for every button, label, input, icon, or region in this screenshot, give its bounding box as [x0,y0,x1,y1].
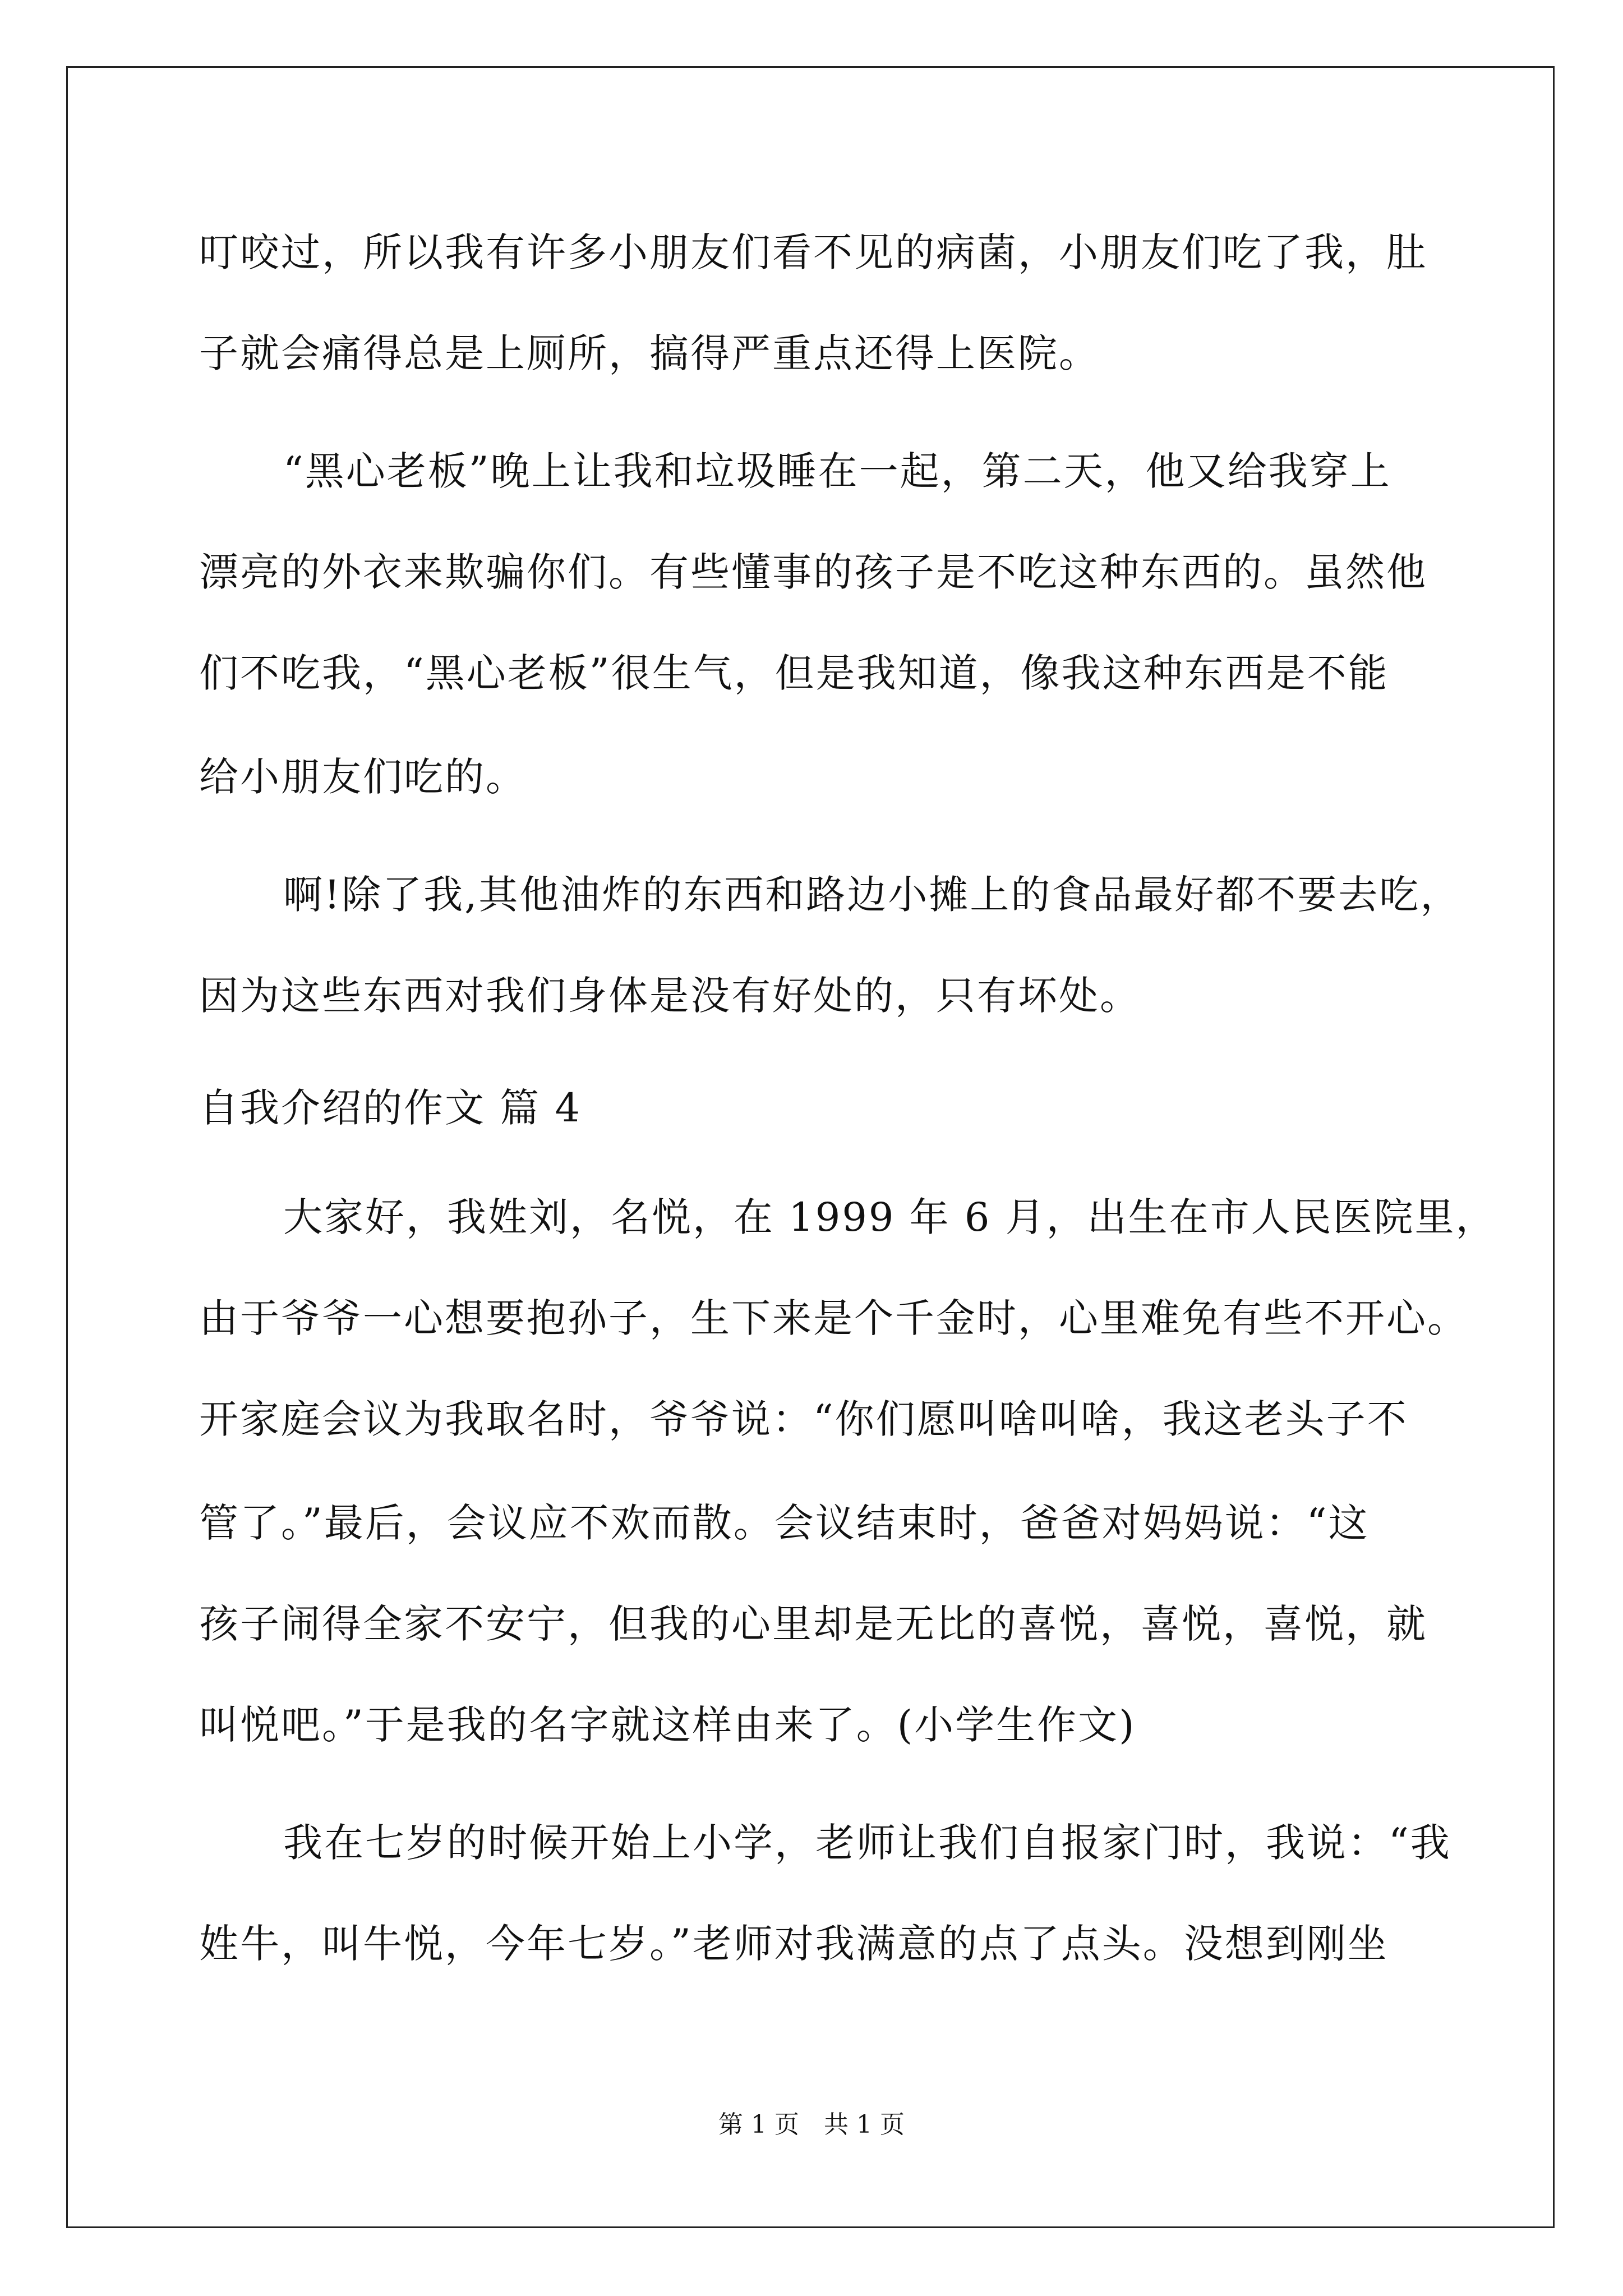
text-line: 孩子闹得全家不安宁，但我的心里却是无比的喜悦，喜悦，喜悦，就 [199,1601,1427,1647]
text-line: 给小朋友们吃的。 [199,754,527,800]
text-line: “黑心老板”晚上让我和垃圾睡在一起，第二天，他又给我穿上 [283,448,1391,494]
text-line: 叫悦吧。”于是我的名字就这样由来了。(小学生作文) [199,1702,1136,1748]
text-line: 们不吃我，“黑心老板”很生气，但是我知道，像我这种东西是不能 [199,650,1389,696]
page-number: 第 1 页 共 1 页 [718,2110,905,2139]
section-heading: 自我介绍的作文 篇 4 [199,1085,582,1131]
text-line: 管了。”最后，会议应不欢而散。会议结束时，爸爸对妈妈说：“这 [199,1500,1370,1546]
text-line: 子就会痛得总是上厕所，搞得严重点还得上医院。 [199,330,1100,376]
text-line: 由于爷爷一心想要抱孙子，生下来是个千金时，心里难免有些不开心。 [199,1295,1468,1341]
text-line: 叮咬过，所以我有许多小朋友们看不见的病菌，小朋友们吃了我，肚 [199,229,1427,275]
text-line: 漂亮的外衣来欺骗你们。有些懂事的孩子是不吃这种东西的。虽然他 [199,549,1427,595]
text-line: 啊!除了我,其他油炸的东西和路边小摊上的食品最好都不要去吃， [283,872,1461,918]
text-line: 因为这些东西对我们身体是没有好处的，只有坏处。 [199,973,1141,1019]
text-line: 姓牛，叫牛悦，今年七岁。”老师对我满意的点了点头。没想到刚坐 [199,1921,1389,1967]
text-line: 大家好，我姓刘，名悦，在 1999 年 6 月，出生在市人民医院里， [283,1194,1497,1240]
text-line: 我在七岁的时候开始上小学，老师让我们自报家门时，我说：“我 [283,1820,1451,1866]
page-border [66,66,1555,2228]
text-line: 开家庭会议为我取名时，爷爷说：“你们愿叫啥叫啥，我这老头子不 [199,1396,1408,1442]
